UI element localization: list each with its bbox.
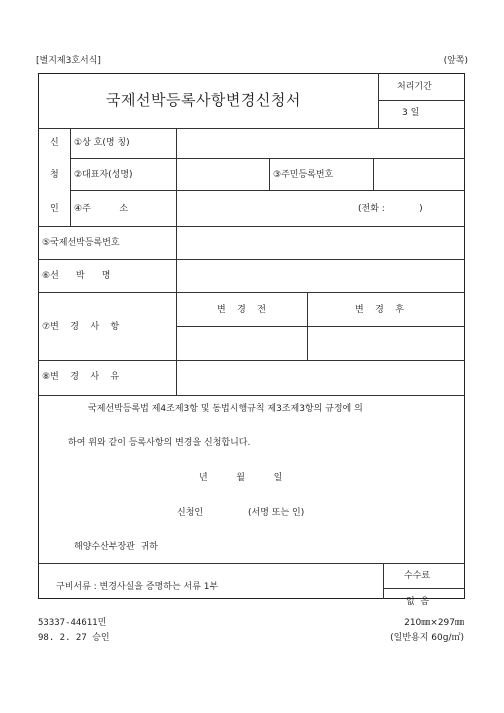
change-items-label: ⑦변 경 사 항 [42,322,120,332]
form-frame [38,73,465,599]
applicant-char: 인 [50,204,59,214]
ship-name-label: ⑥선 박 명 [42,271,111,281]
address-label: ④주 소 [74,204,129,214]
fee-value: 없 음 [406,597,430,607]
applicant-label: 신청인 [177,508,204,518]
date-line: 년 월 일 [199,473,283,483]
before-change-label: 변 경 전 [217,305,266,315]
resident-number-label: ③주민등록번호 [273,170,334,180]
approval-date: 98. 2. 27 승인 [38,633,110,643]
attachments-label: 구비서류 : 변경사실을 증명하는 서류 1부 [56,582,219,592]
registration-number-label: ⑤국제선박등록번호 [42,238,120,248]
page-side: (앞쪽) [443,56,468,66]
form-title: 국제선박등록사항변경신청서 [106,91,301,109]
addressee: 해양수산부장관 귀하 [74,542,158,552]
statement-line-1: 국제선박등록법 제4조제3항 및 동법시행규칙 제3조제3항의 규정에 의 [88,404,363,414]
form-code: 53337-44611민 [38,618,107,628]
processing-period-value: 3 일 [402,108,420,118]
fee-label: 수수료 [404,571,431,581]
paper-size: 210㎜×297㎜ [404,618,464,628]
form-number: [별지제3호서식] [36,56,101,66]
processing-period-label: 처리기간 [397,82,432,92]
change-reason-label: ⑧변 경 사 유 [42,372,120,382]
applicant-char: 청 [50,170,59,180]
representative-label: ②대표자(성명) [74,170,133,180]
trade-name-label: ①상 호(명 칭) [74,138,130,148]
phone-label: (전화 : ) [358,204,423,214]
paper-type: (일반용지 60g/㎡) [390,633,464,643]
after-change-label: 변 경 후 [355,305,404,315]
signature-note: (서명 또는 인) [248,508,305,518]
statement-line-2: 하여 위와 같이 등록사항의 변경을 신청합니다. [68,438,251,448]
applicant-char: 신 [50,138,59,148]
